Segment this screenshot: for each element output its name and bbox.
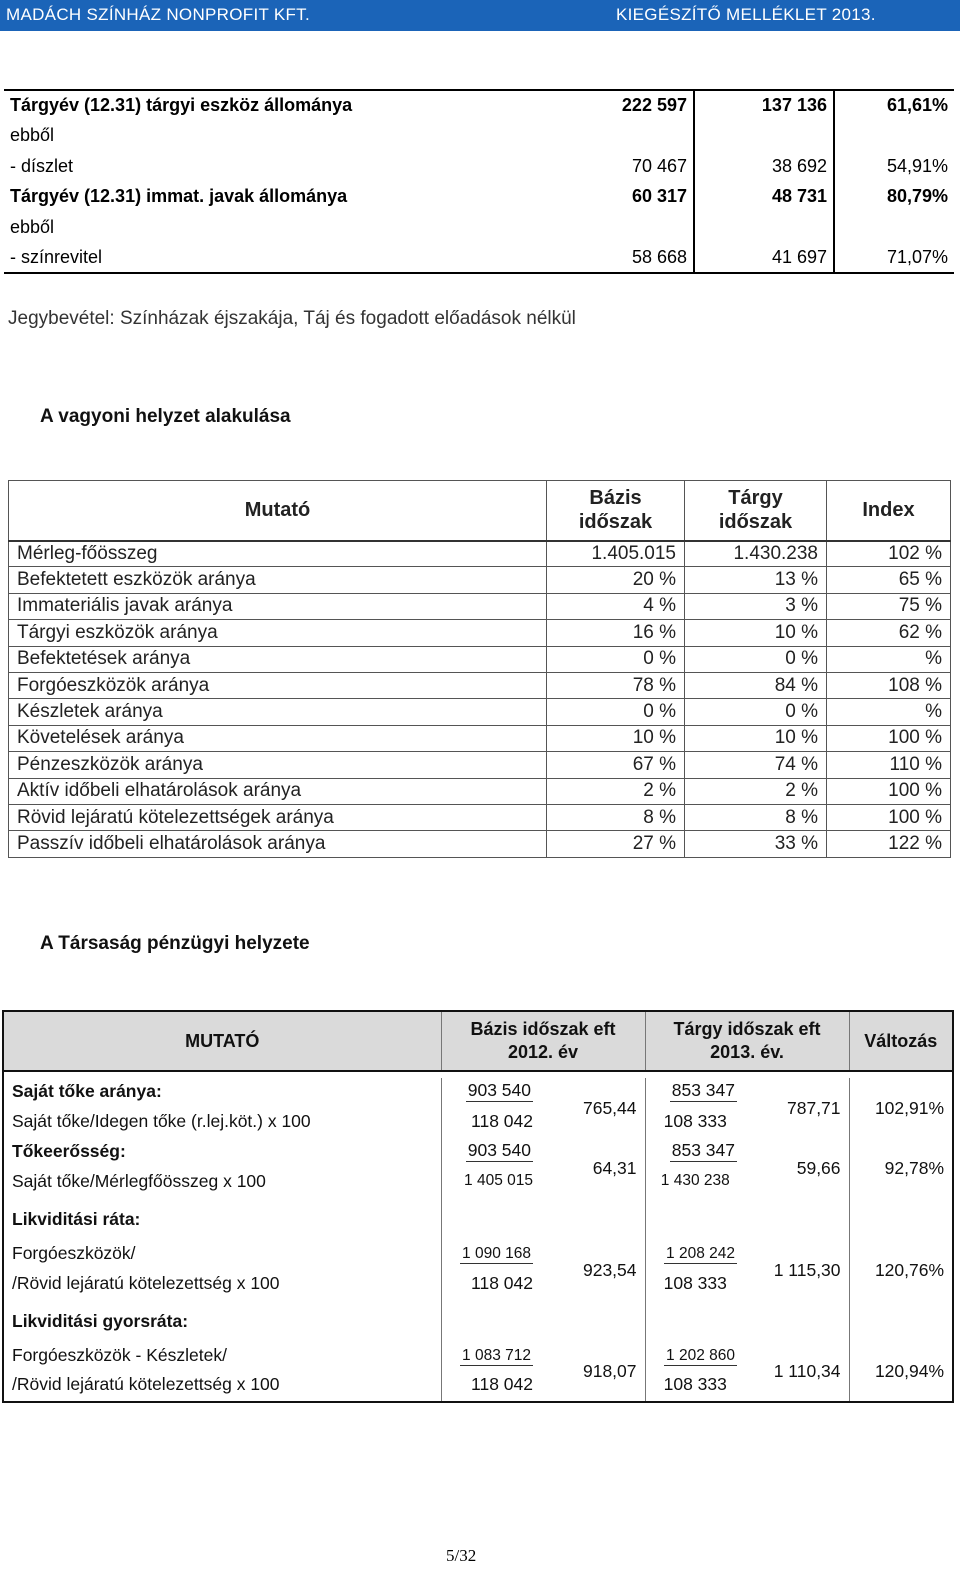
group-title: Saját tőke aránya: bbox=[12, 1080, 162, 1101]
bazis-value: 0 % bbox=[547, 646, 685, 672]
row-label: Mérleg-főösszeg bbox=[9, 541, 547, 567]
numerator-label: Forgóeszközök - Készletek/ bbox=[12, 1344, 227, 1365]
index-value: % bbox=[827, 646, 951, 672]
row-label: ebből bbox=[10, 216, 55, 237]
table-row bbox=[9, 620, 951, 646]
bazis-value: 222 597 bbox=[562, 90, 694, 121]
targy-numerator-value: 853 347 bbox=[671, 1140, 736, 1160]
bazis-numerator-value: 1 083 712 bbox=[462, 1347, 531, 1364]
row-label: Immateriális javak aránya bbox=[9, 593, 547, 619]
ratio-value: 61,61% bbox=[834, 90, 954, 121]
row-label: Tárgyév (12.31) tárgyi eszköz állománya bbox=[4, 90, 562, 121]
targy-value: 2 % bbox=[685, 778, 827, 804]
group-title: Likviditási ráta: bbox=[12, 1208, 141, 1229]
group-title-row bbox=[3, 1198, 953, 1240]
table-row bbox=[9, 646, 951, 672]
document-header bbox=[0, 0, 960, 31]
index-value: 108 % bbox=[827, 672, 951, 698]
ratio-value bbox=[834, 121, 954, 152]
column-header-bazis bbox=[441, 1011, 645, 1071]
targy-result: 787,71 bbox=[787, 1097, 841, 1118]
targy-value: 10 % bbox=[685, 725, 827, 751]
row-label: Befektetett eszközök aránya bbox=[9, 567, 547, 593]
empty-cell bbox=[849, 1198, 953, 1240]
index-value: 100 % bbox=[827, 804, 951, 830]
targy-denominator: 108 333 bbox=[645, 1104, 745, 1138]
targy-line2: 2013. év. bbox=[710, 1042, 784, 1062]
targy-value: 10 % bbox=[685, 620, 827, 646]
bazis-value: 8 % bbox=[547, 804, 685, 830]
targy-value: 13 % bbox=[685, 567, 827, 593]
bazis-numerator-value: 1 090 168 bbox=[462, 1245, 531, 1262]
row-label: - színrevitel bbox=[4, 243, 562, 274]
column-header-mutato: Mutató bbox=[9, 481, 547, 541]
bazis-numerator-value: 903 540 bbox=[467, 1140, 531, 1160]
gap-row bbox=[3, 1071, 953, 1078]
empty-cell bbox=[645, 1198, 849, 1240]
bazis-value: 27 % bbox=[547, 831, 685, 857]
targy-numerator-value: 1 208 242 bbox=[666, 1245, 736, 1262]
row-label: Passzív időbeli elhatárolások aránya bbox=[9, 831, 547, 857]
numerator-row bbox=[3, 1342, 953, 1368]
table-row bbox=[4, 121, 954, 152]
table-row bbox=[9, 804, 951, 830]
asset-ratio-table bbox=[8, 480, 951, 858]
table-row bbox=[9, 778, 951, 804]
empty-cell bbox=[849, 1300, 953, 1342]
finance-table bbox=[2, 1010, 954, 1403]
targy-value: 1.430.238 bbox=[685, 541, 827, 567]
row-label: - díszlet bbox=[10, 155, 74, 176]
targy-value: 84 % bbox=[685, 672, 827, 698]
targy-numerator-value: 853 347 bbox=[671, 1080, 736, 1100]
change-value: 92,78% bbox=[849, 1138, 953, 1198]
targy-numerator-value: 1 202 860 bbox=[666, 1347, 736, 1364]
bazis-value: 58 668 bbox=[562, 243, 694, 274]
targy-value bbox=[694, 121, 834, 152]
ratio-value bbox=[834, 212, 954, 243]
bazis-denominator: 118 042 bbox=[441, 1368, 541, 1402]
empty-cell bbox=[645, 1300, 849, 1342]
group-title: Tőkeerősség: bbox=[12, 1140, 126, 1161]
bazis-numerator bbox=[441, 1138, 541, 1164]
column-header-mutato: MUTATÓ bbox=[3, 1011, 441, 1071]
index-value: % bbox=[827, 699, 951, 725]
denominator-label: /Rövid lejáratú kötelezettség x 100 bbox=[12, 1374, 280, 1394]
group-title: Likviditási gyorsráta: bbox=[12, 1310, 189, 1331]
bazis-result: 918,07 bbox=[582, 1361, 637, 1381]
targy-value: 74 % bbox=[685, 752, 827, 778]
company-name: MADÁCH SZÍNHÁZ NONPROFIT KFT. bbox=[6, 5, 311, 24]
ticket-revenue-note: Jegybevétel: Színházak éjszakája, Táj és fogadott előadások nélkül bbox=[8, 308, 576, 329]
row-label: Aktív időbeli elhatárolások aránya bbox=[9, 778, 547, 804]
targy-numerator bbox=[645, 1240, 745, 1266]
table-row bbox=[4, 182, 954, 213]
targy-numerator bbox=[645, 1138, 745, 1164]
column-header-valtozas: Változás bbox=[849, 1011, 953, 1071]
section-title-finance: A Társaság pénzügyi helyzete bbox=[40, 933, 310, 954]
targy-value: 8 % bbox=[685, 804, 827, 830]
targy-denominator: 108 333 bbox=[645, 1266, 745, 1300]
bazis-value bbox=[562, 121, 694, 152]
bazis-line2: 2012. év bbox=[507, 1042, 579, 1062]
targy-value: 0 % bbox=[685, 699, 827, 725]
targy-value bbox=[694, 212, 834, 243]
table-row bbox=[9, 752, 951, 778]
ratio-value: 80,79% bbox=[886, 186, 948, 207]
targy-value: 3 % bbox=[685, 593, 827, 619]
table-row bbox=[9, 541, 951, 567]
bazis-value: 4 % bbox=[547, 593, 685, 619]
table-row bbox=[4, 90, 954, 121]
targy-value: 48 731 bbox=[694, 182, 834, 213]
table-row bbox=[9, 593, 951, 619]
bazis-numerator bbox=[441, 1240, 541, 1266]
empty-cell bbox=[441, 1300, 645, 1342]
row-label: Követelések aránya bbox=[9, 725, 547, 751]
bazis-denominator: 118 042 bbox=[441, 1266, 541, 1300]
bazis-denominator: 1 405 015 bbox=[441, 1164, 541, 1198]
denominator-label: /Rövid lejáratú kötelezettség x 100 bbox=[12, 1272, 280, 1293]
ratio-value: 71,07% bbox=[834, 243, 954, 274]
bazis-value: 10 % bbox=[547, 725, 685, 751]
bazis-value bbox=[562, 212, 694, 243]
table-row bbox=[4, 212, 954, 243]
numerator-row bbox=[3, 1240, 953, 1266]
table-row bbox=[9, 831, 951, 857]
group-title-row bbox=[3, 1300, 953, 1342]
targy-result: 1 110,34 bbox=[773, 1361, 841, 1381]
table-row bbox=[9, 725, 951, 751]
index-value: 65 % bbox=[827, 567, 951, 593]
bazis-value: 20 % bbox=[547, 567, 685, 593]
gap-cell bbox=[3, 1071, 953, 1078]
targy-numerator bbox=[645, 1342, 745, 1368]
targy-result: 1 115,30 bbox=[773, 1259, 841, 1280]
index-value: 75 % bbox=[827, 593, 951, 619]
index-value: 100 % bbox=[827, 725, 951, 751]
asset-table bbox=[4, 89, 954, 274]
denominator-label: Saját tőke/Idegen tőke (r.lej.köt.) x 100 bbox=[12, 1110, 311, 1131]
row-label: Forgóeszközök aránya bbox=[9, 672, 547, 698]
bazis-numerator bbox=[441, 1078, 541, 1104]
table-row bbox=[9, 672, 951, 698]
bazis-value: 70 467 bbox=[562, 151, 694, 182]
table-row bbox=[9, 699, 951, 725]
targy-line1: Tárgy időszak eft bbox=[673, 1019, 821, 1039]
bazis-result: 64,31 bbox=[592, 1157, 637, 1178]
numerator-row bbox=[3, 1078, 953, 1104]
targy-result: 59,66 bbox=[796, 1157, 841, 1178]
bazis-value: 16 % bbox=[547, 620, 685, 646]
bazis-result: 923,54 bbox=[582, 1259, 637, 1280]
targy-value: 33 % bbox=[685, 831, 827, 857]
bazis-line1: Bázis időszak eft bbox=[470, 1019, 616, 1039]
bazis-numerator bbox=[441, 1342, 541, 1368]
targy-value: 38 692 bbox=[694, 151, 834, 182]
row-label: Tárgyi eszközök aránya bbox=[9, 620, 547, 646]
index-value: 100 % bbox=[827, 778, 951, 804]
column-header-targy: Tárgy időszak bbox=[685, 481, 827, 541]
targy-denominator: 1 430 238 bbox=[645, 1164, 745, 1198]
targy-numerator bbox=[645, 1078, 745, 1104]
row-label: Készletek aránya bbox=[9, 699, 547, 725]
bazis-numerator-value: 903 540 bbox=[467, 1080, 531, 1100]
column-header-index: Index bbox=[827, 481, 951, 541]
bazis-value: 60 317 bbox=[562, 182, 694, 213]
table-row bbox=[4, 151, 954, 182]
index-value: 110 % bbox=[827, 752, 951, 778]
ratio-value: 54,91% bbox=[886, 155, 948, 176]
bazis-value: 2 % bbox=[547, 778, 685, 804]
bazis-value: 0 % bbox=[547, 699, 685, 725]
document-title: KIEGÉSZÍTŐ MELLÉKLET 2013. bbox=[616, 5, 876, 24]
page-number: 5/32 bbox=[446, 1546, 477, 1565]
change-value: 102,91% bbox=[849, 1078, 953, 1138]
index-value: 62 % bbox=[827, 620, 951, 646]
numerator-row bbox=[3, 1138, 953, 1164]
targy-denominator: 108 333 bbox=[645, 1368, 745, 1402]
targy-value: 137 136 bbox=[694, 90, 834, 121]
denominator-label: Saját tőke/Mérlegfőösszeg x 100 bbox=[12, 1170, 266, 1191]
column-header-bazis: Bázis időszak bbox=[547, 481, 685, 541]
bazis-result: 765,44 bbox=[582, 1097, 637, 1118]
row-label: Befektetések aránya bbox=[9, 646, 547, 672]
index-value: 102 % bbox=[827, 541, 951, 567]
row-label: ebből bbox=[10, 125, 55, 146]
table-row bbox=[9, 567, 951, 593]
change-value: 120,76% bbox=[849, 1240, 953, 1300]
numerator-label: Forgóeszközök/ bbox=[12, 1242, 136, 1263]
targy-value: 0 % bbox=[685, 646, 827, 672]
row-label: Rövid lejáratú kötelezettségek aránya bbox=[9, 804, 547, 830]
bazis-value: 78 % bbox=[547, 672, 685, 698]
row-label: Tárgyév (12.31) immat. javak állománya bbox=[10, 186, 348, 207]
targy-value: 41 697 bbox=[694, 243, 834, 274]
bazis-value: 1.405.015 bbox=[547, 541, 685, 567]
row-label: Pénzeszközök aránya bbox=[9, 752, 547, 778]
bazis-denominator: 118 042 bbox=[441, 1104, 541, 1138]
table-row bbox=[4, 243, 954, 274]
bazis-value: 67 % bbox=[547, 752, 685, 778]
section-title-assets: A vagyoni helyzet alakulása bbox=[40, 406, 291, 427]
column-header-targy bbox=[645, 1011, 849, 1071]
change-value: 120,94% bbox=[849, 1342, 953, 1402]
empty-cell bbox=[441, 1198, 645, 1240]
index-value: 122 % bbox=[827, 831, 951, 857]
